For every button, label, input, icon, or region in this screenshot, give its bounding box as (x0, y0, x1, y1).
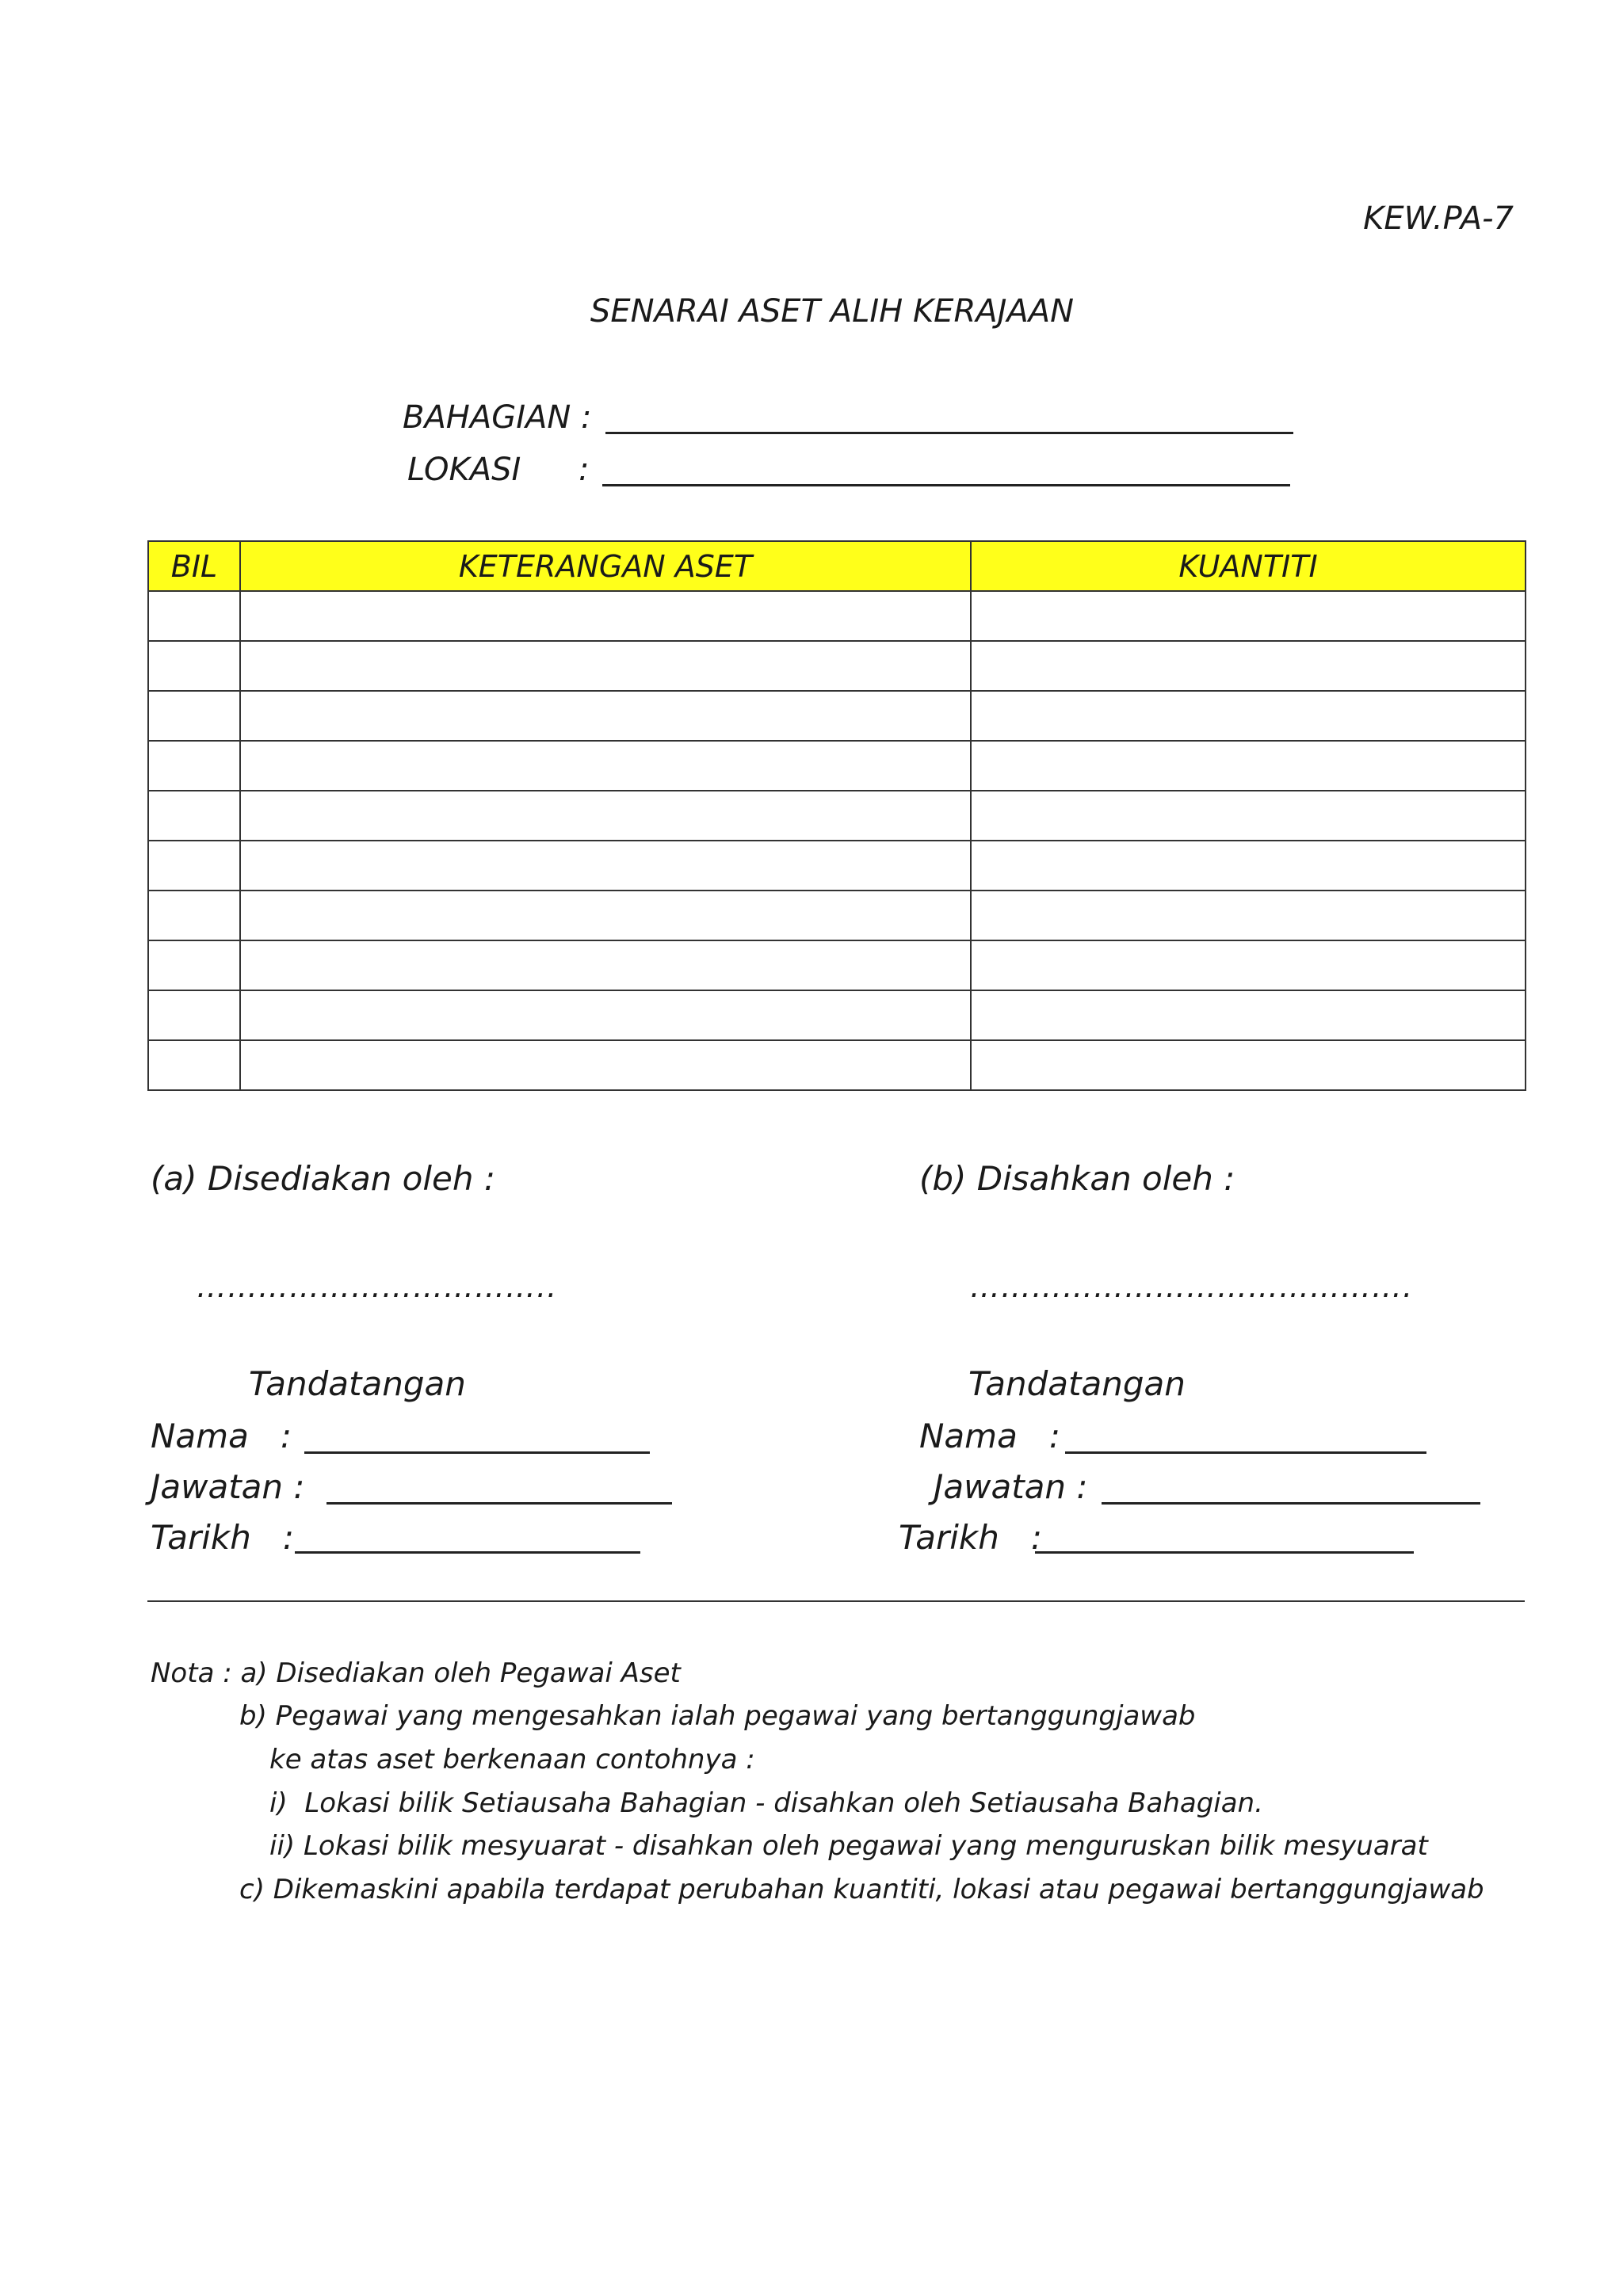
column-header-kuantiti: KUANTITI (971, 541, 1526, 591)
form-code: KEW.PA-7 (1363, 200, 1514, 237)
table-row (148, 791, 1526, 841)
divider (147, 1600, 1525, 1602)
prepared-signature-dots: …………………………….. (197, 1269, 558, 1304)
cell-bil[interactable] (148, 691, 240, 741)
cell-kuantiti[interactable] (971, 940, 1526, 990)
prepared-name-field[interactable] (304, 1451, 650, 1454)
prepared-date-field[interactable] (295, 1551, 640, 1554)
column-header-bil: BIL (148, 541, 240, 591)
cell-bil[interactable] (148, 841, 240, 891)
cell-keterangan[interactable] (240, 591, 971, 641)
lokasi-label: LOKASI (407, 452, 521, 488)
cell-kuantiti[interactable] (971, 591, 1526, 641)
note-line-5: ii) Lokasi bilik mesyuarat - disahkan oleh pegawai yang menguruskan bilik mesyuarat (269, 1830, 1428, 1862)
cell-kuantiti[interactable] (971, 891, 1526, 940)
cell-kuantiti[interactable] (971, 641, 1526, 691)
table-row (148, 841, 1526, 891)
cell-bil[interactable] (148, 1040, 240, 1090)
cell-kuantiti[interactable] (971, 1040, 1526, 1090)
cell-bil[interactable] (148, 641, 240, 691)
cell-keterangan[interactable] (240, 940, 971, 990)
note-line-6: c) Dikemaskini apabila terdapat perubahan kuantiti, lokasi atau pegawai bertanggungjawab (239, 1874, 1484, 1905)
lokasi-field[interactable] (602, 484, 1290, 486)
approved-signature-dots: ……………………………………. (970, 1269, 1414, 1304)
prepared-by-heading: (a) Disediakan oleh : (151, 1159, 496, 1198)
cell-kuantiti[interactable] (971, 841, 1526, 891)
bahagian-field[interactable] (605, 432, 1293, 434)
cell-kuantiti[interactable] (971, 990, 1526, 1040)
table-row (148, 691, 1526, 741)
cell-kuantiti[interactable] (971, 741, 1526, 791)
cell-kuantiti[interactable] (971, 691, 1526, 741)
cell-bil[interactable] (148, 591, 240, 641)
cell-bil[interactable] (148, 940, 240, 990)
cell-bil[interactable] (148, 891, 240, 940)
table-row (148, 741, 1526, 791)
prepared-date-label: Tarikh : (151, 1518, 295, 1557)
cell-keterangan[interactable] (240, 741, 971, 791)
prepared-signature-label: Tandatangan (249, 1364, 466, 1403)
prepared-position-field[interactable] (327, 1502, 672, 1505)
asset-table (147, 540, 1526, 1091)
table-row (148, 940, 1526, 990)
table-row (148, 1040, 1526, 1090)
prepared-name-label: Nama : (151, 1417, 292, 1455)
cell-bil[interactable] (148, 741, 240, 791)
approved-name-label: Nama : (919, 1417, 1061, 1455)
column-header-keterangan: KETERANGAN ASET (240, 541, 971, 591)
page-title: SENARAI ASET ALIH KERAJAAN (590, 293, 1075, 330)
approved-position-field[interactable] (1102, 1502, 1480, 1505)
note-line-2: b) Pegawai yang mengesahkan ialah pegawai yang bertanggungjawab (239, 1700, 1196, 1732)
prepared-position-label: Jawatan : (151, 1467, 305, 1506)
note-line-4: i) Lokasi bilik Setiausaha Bahagian - disahkan oleh Setiausaha Bahagian. (269, 1787, 1263, 1819)
cell-bil[interactable] (148, 990, 240, 1040)
table-header-row (148, 541, 1526, 591)
table-row (148, 990, 1526, 1040)
cell-keterangan[interactable] (240, 691, 971, 741)
bahagian-label: BAHAGIAN : (403, 399, 592, 436)
cell-keterangan[interactable] (240, 841, 971, 891)
lokasi-colon: : (579, 452, 590, 488)
table-row (148, 591, 1526, 641)
approved-by-heading: (b) Disahkan oleh : (919, 1159, 1235, 1198)
table-row (148, 891, 1526, 940)
table-row (148, 641, 1526, 691)
cell-keterangan[interactable] (240, 1040, 971, 1090)
cell-keterangan[interactable] (240, 791, 971, 841)
note-line-1: Nota : a) Disediakan oleh Pegawai Aset (151, 1657, 681, 1689)
cell-bil[interactable] (148, 791, 240, 841)
cell-keterangan[interactable] (240, 641, 971, 691)
approved-position-label: Jawatan : (934, 1467, 1088, 1506)
cell-keterangan[interactable] (240, 990, 971, 1040)
approved-signature-label: Tandatangan (968, 1364, 1186, 1403)
note-line-3: ke atas aset berkenaan contohnya : (269, 1744, 755, 1775)
approved-date-field[interactable] (1035, 1551, 1414, 1554)
approved-name-field[interactable] (1065, 1451, 1426, 1454)
cell-keterangan[interactable] (240, 891, 971, 940)
cell-kuantiti[interactable] (971, 791, 1526, 841)
approved-date-label: Tarikh : (899, 1518, 1043, 1557)
